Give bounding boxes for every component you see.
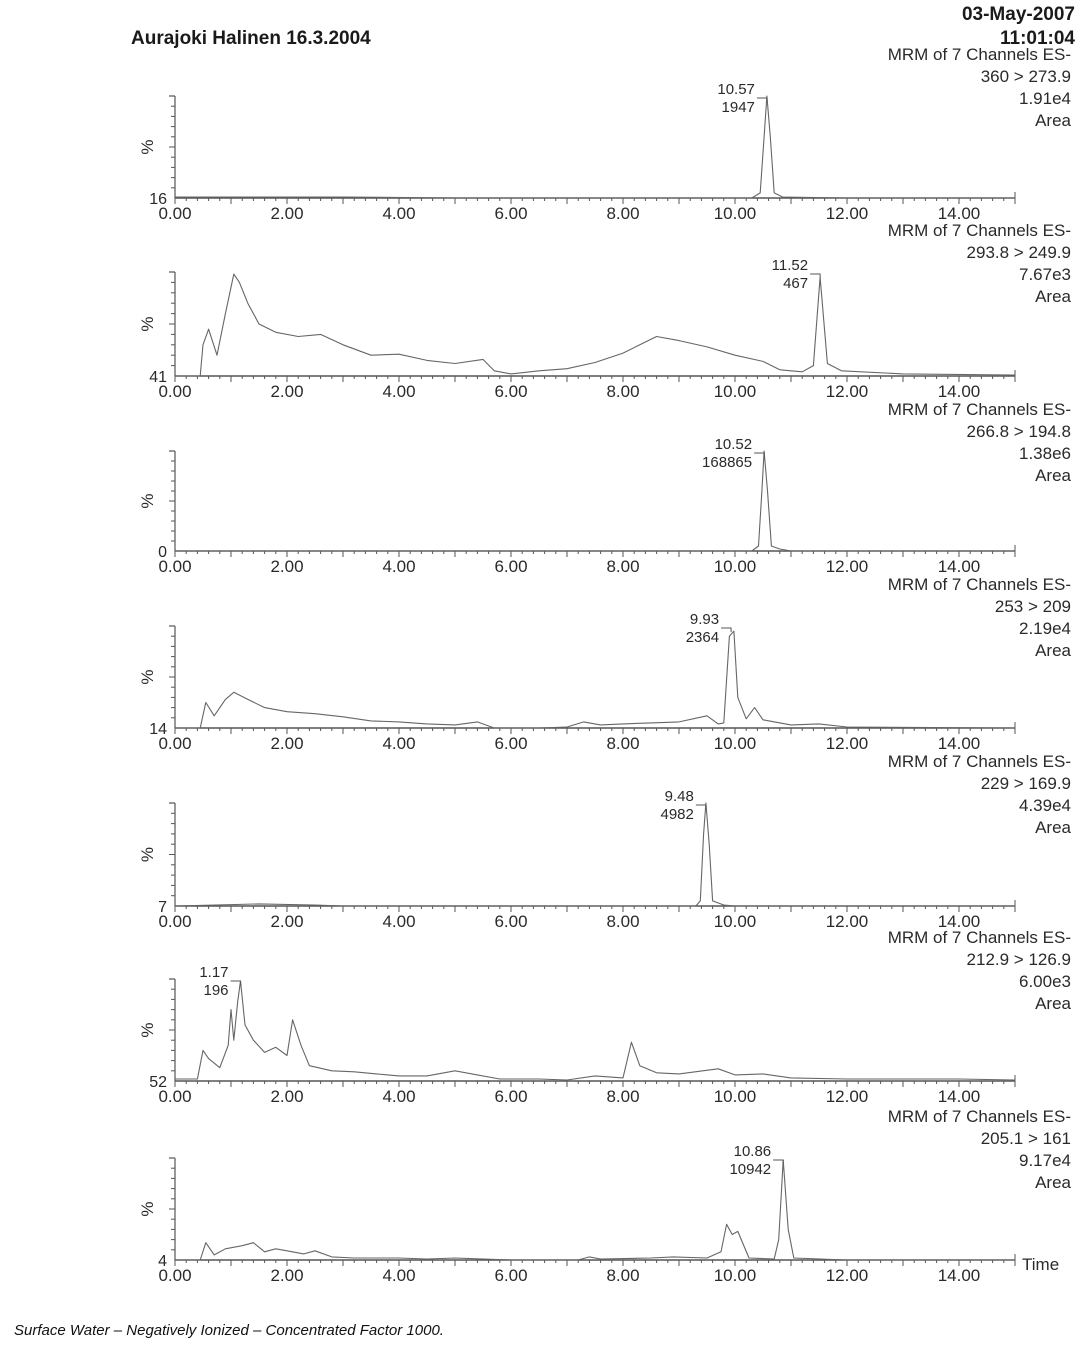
x-tick-label: 4.00 (382, 204, 416, 223)
trace-line (175, 96, 1015, 198)
x-axis-label: Time (1022, 1255, 1060, 1274)
y-axis-label: % (138, 493, 157, 509)
y-offset-label: 52 (149, 1074, 167, 1091)
trace-line (175, 1160, 1015, 1260)
x-tick-label: 14.00 (937, 204, 981, 223)
x-tick-label: 14.00 (937, 912, 981, 931)
integration-mode: Area (1035, 111, 1071, 130)
x-tick-label: 8.00 (606, 1266, 640, 1285)
figure-caption: Surface Water – Negatively Ionized – Concentrated Factor 1000. (14, 1322, 444, 1339)
x-tick-label: 8.00 (606, 734, 640, 753)
x-tick-label: 12.00 (825, 382, 869, 401)
x-tick-label: 0.00 (158, 912, 192, 931)
chart-title: Aurajoki Halinen 16.3.2004 (131, 28, 371, 49)
intensity-value: 7.67e3 (1019, 265, 1071, 284)
chromatogram-panel-5 (138, 752, 1072, 931)
chromatogram-panel-6 (138, 928, 1072, 1106)
x-tick-label: 10.00 (713, 1087, 757, 1106)
x-tick-label: 2.00 (270, 204, 304, 223)
y-offset-label: 4 (158, 1253, 167, 1270)
x-tick-label: 12.00 (825, 557, 869, 576)
chromatogram-panel-7 (138, 1107, 1072, 1285)
peak-rt-label: 10.52 (714, 436, 753, 453)
x-tick-label: 0.00 (158, 382, 192, 401)
x-tick-label: 12.00 (825, 1266, 869, 1285)
acquisition-date: 03-May-2007 (961, 4, 1075, 25)
x-tick-label: 6.00 (494, 734, 528, 753)
x-tick-label: 4.00 (382, 1087, 416, 1106)
x-tick-label: 14.00 (937, 1266, 981, 1285)
x-tick-label: 10.00 (713, 382, 757, 401)
y-offset-label: 7 (158, 899, 167, 916)
x-tick-label: 10.00 (713, 557, 757, 576)
peak-area-label: 168865 (702, 454, 753, 471)
intensity-value: 1.91e4 (1019, 89, 1071, 108)
channel-description: MRM of 7 Channels ES- (887, 1107, 1071, 1126)
x-tick-label: 2.00 (270, 734, 304, 753)
x-tick-label: 4.00 (382, 734, 416, 753)
peak-area-label: 4982 (660, 806, 694, 823)
y-axis-label: % (138, 1201, 157, 1217)
peak-rt-label: 10.86 (733, 1143, 772, 1160)
channel-description: MRM of 7 Channels ES- (887, 575, 1071, 594)
chromatogram-panel-2 (138, 221, 1072, 401)
mrm-transition: 253 > 209 (994, 597, 1071, 616)
channel-description: MRM of 7 Channels ES- (887, 928, 1071, 947)
y-axis-label: % (138, 139, 157, 155)
intensity-value: 6.00e3 (1019, 972, 1071, 991)
x-tick-label: 4.00 (382, 1266, 416, 1285)
x-tick-label: 10.00 (713, 734, 757, 753)
peak-area-label: 10942 (729, 1161, 772, 1178)
x-tick-label: 14.00 (937, 734, 981, 753)
channel-description: MRM of 7 Channels ES- (887, 400, 1071, 419)
integration-mode: Area (1035, 1173, 1071, 1192)
integration-mode: Area (1035, 466, 1071, 485)
x-tick-label: 8.00 (606, 204, 640, 223)
x-tick-label: 2.00 (270, 1266, 304, 1285)
peak-area-label: 1947 (721, 99, 755, 116)
intensity-value: 4.39e4 (1019, 796, 1071, 815)
x-tick-label: 10.00 (713, 204, 757, 223)
x-tick-label: 8.00 (606, 912, 640, 931)
channel-description: MRM of 7 Channels ES- (887, 221, 1071, 240)
x-tick-label: 0.00 (158, 204, 192, 223)
x-tick-label: 2.00 (270, 382, 304, 401)
x-tick-label: 12.00 (825, 204, 869, 223)
peak-rt-label: 1.17 (199, 964, 229, 981)
x-tick-label: 4.00 (382, 912, 416, 931)
channel-description: MRM of 7 Channels ES- (887, 752, 1071, 771)
x-tick-label: 6.00 (494, 204, 528, 223)
x-tick-label: 8.00 (606, 382, 640, 401)
y-offset-label: 41 (149, 369, 167, 386)
chromatogram-panel-3 (138, 400, 1072, 576)
chromatogram-panel-4 (138, 575, 1072, 753)
mrm-transition: 205.1 > 161 (980, 1129, 1071, 1148)
x-tick-label: 12.00 (825, 912, 869, 931)
trace-line (175, 451, 1015, 551)
x-tick-label: 12.00 (825, 1087, 869, 1106)
x-tick-label: 12.00 (825, 734, 869, 753)
mrm-transition: 229 > 169.9 (980, 774, 1071, 793)
integration-mode: Area (1035, 641, 1071, 660)
x-tick-label: 2.00 (270, 912, 304, 931)
x-tick-label: 0.00 (158, 1266, 192, 1285)
trace-line (175, 274, 1015, 376)
x-tick-label: 6.00 (494, 382, 528, 401)
peak-area-label: 196 (203, 982, 229, 999)
acquisition-time: 11:01:04 (999, 28, 1075, 49)
trace-line (175, 631, 1015, 728)
y-axis-label: % (138, 316, 157, 332)
x-tick-label: 14.00 (937, 1087, 981, 1106)
y-axis-label: % (138, 669, 157, 685)
intensity-value: 9.17e4 (1019, 1151, 1071, 1170)
integration-mode: Area (1035, 287, 1071, 306)
x-tick-label: 2.00 (270, 557, 304, 576)
x-tick-label: 8.00 (606, 557, 640, 576)
mrm-transition: 212.9 > 126.9 (966, 950, 1071, 969)
x-tick-label: 6.00 (494, 557, 528, 576)
x-tick-label: 4.00 (382, 557, 416, 576)
mrm-transition: 266.8 > 194.8 (966, 422, 1071, 441)
intensity-value: 2.19e4 (1019, 619, 1071, 638)
x-tick-label: 14.00 (937, 382, 981, 401)
peak-area-label: 467 (783, 275, 809, 292)
x-tick-label: 4.00 (382, 382, 416, 401)
x-tick-label: 0.00 (158, 1087, 192, 1106)
x-tick-label: 6.00 (494, 912, 528, 931)
y-offset-label: 0 (158, 544, 167, 561)
mrm-transition: 360 > 273.9 (980, 67, 1071, 86)
y-offset-label: 14 (149, 721, 167, 738)
y-axis-label: % (138, 846, 157, 863)
x-tick-label: 6.00 (494, 1266, 528, 1285)
channel-description: MRM of 7 Channels ES- (887, 45, 1071, 64)
x-tick-label: 8.00 (606, 1087, 640, 1106)
mrm-transition: 293.8 > 249.9 (966, 243, 1071, 262)
chromatogram-panel-1 (138, 45, 1072, 223)
peak-rt-label: 9.93 (689, 611, 720, 628)
integration-mode: Area (1035, 994, 1071, 1013)
y-axis-label: % (138, 1022, 157, 1038)
y-offset-label: 16 (149, 191, 167, 208)
x-tick-label: 14.00 (937, 557, 981, 576)
x-tick-label: 2.00 (270, 1087, 304, 1106)
integration-mode: Area (1035, 818, 1071, 837)
peak-rt-label: 9.48 (664, 788, 694, 805)
trace-line (175, 803, 1015, 906)
trace-line (175, 981, 1015, 1080)
x-tick-label: 10.00 (713, 912, 757, 931)
peak-area-label: 2364 (685, 629, 720, 646)
x-tick-label: 0.00 (158, 557, 192, 576)
x-tick-label: 0.00 (158, 734, 192, 753)
peak-rt-label: 11.52 (771, 257, 809, 274)
x-tick-label: 6.00 (494, 1087, 528, 1106)
peak-rt-label: 10.57 (717, 81, 755, 98)
intensity-value: 1.38e6 (1019, 444, 1071, 463)
x-tick-label: 10.00 (713, 1266, 757, 1285)
